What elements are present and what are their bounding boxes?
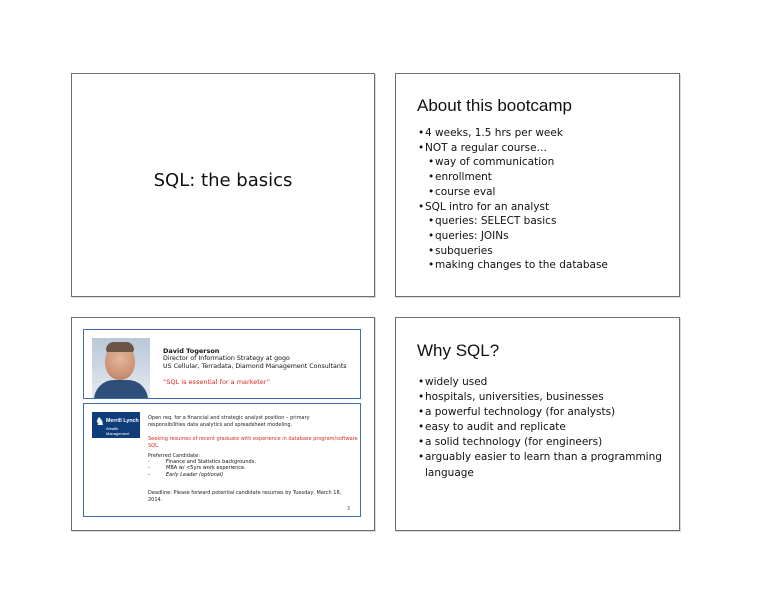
sub-bullet-item: • enrollment bbox=[428, 170, 671, 185]
person-orgs: US Cellular, Terradata, Diamond Management Consultants bbox=[163, 363, 347, 370]
person-quote: “SQL is essential for a marketer” bbox=[163, 378, 271, 386]
bullet-item: • widely used bbox=[418, 375, 671, 390]
bullet-item: • easy to audit and replicate bbox=[418, 420, 671, 435]
sub-bullet-item: • queries: JOINs bbox=[428, 229, 671, 244]
job-seeking: Seeking resumes of recent graduate with experience in database program/software SQL. bbox=[148, 436, 358, 449]
bullet-item: • NOT a regular course… bbox=[418, 141, 671, 156]
bull-icon: ♞ bbox=[95, 416, 105, 428]
bullet-item: • a powerful technology (for analysts) bbox=[418, 405, 671, 420]
sub-bullet-item: • making changes to the database bbox=[428, 258, 671, 273]
company-logo bbox=[92, 412, 140, 438]
logo-line2: Wealth Management bbox=[106, 426, 130, 436]
preferred-item: - MBA w/ <5yrs work experience. bbox=[148, 465, 256, 471]
logo-line1: Merrill Lynch bbox=[106, 418, 139, 424]
bullet-item: • SQL intro for an analyst bbox=[418, 200, 671, 215]
preferred-item: - Early Leader (optional) bbox=[148, 472, 256, 478]
slide-heading: SQL: the basics bbox=[153, 170, 293, 191]
slide-heading: About this bootcamp bbox=[417, 96, 572, 115]
bullet-item: • 4 weeks, 1.5 hrs per week bbox=[418, 126, 671, 141]
bullet-item: • hospitals, universities, businesses bbox=[418, 390, 671, 405]
person-photo bbox=[92, 338, 150, 398]
slide-heading: Why SQL? bbox=[417, 341, 500, 360]
slide-about-bootcamp bbox=[395, 73, 680, 297]
job-description: Open req. for a financial and strategic analyst position – primary responsibilities data analytics and spreadsheet modeling. bbox=[148, 415, 310, 428]
sub-bullet-item: • queries: SELECT basics bbox=[428, 214, 671, 229]
bullet-item: • arguably easier to learn than a programming language bbox=[418, 450, 671, 480]
slide-sql-examples bbox=[71, 317, 375, 531]
bullet-list bbox=[418, 375, 671, 481]
person-name: David Togerson bbox=[163, 347, 220, 355]
preferred-item: - Finance and Statistics backgrounds. bbox=[148, 459, 256, 465]
page-number: 3 bbox=[346, 506, 350, 512]
person-card bbox=[83, 329, 361, 399]
job-posting-card bbox=[83, 403, 361, 517]
bullet-item: • a solid technology (for engineers) bbox=[418, 435, 671, 450]
sub-bullet-item: • course eval bbox=[428, 185, 671, 200]
job-deadline: Deadline: Please forward potential candidate resumes by Tuesday, March 18, 2014. bbox=[148, 490, 342, 503]
bullet-list bbox=[418, 126, 671, 273]
slide-why-sql bbox=[395, 317, 680, 531]
preferred-list bbox=[148, 459, 256, 478]
sub-bullet-item: • way of communication bbox=[428, 155, 671, 170]
slide-title bbox=[71, 73, 375, 297]
sub-bullet-item: • subqueries bbox=[428, 244, 671, 259]
preferred-label: Preferred Candidate: bbox=[148, 453, 200, 459]
person-role: Director of Information Strategy at gogo bbox=[163, 355, 290, 362]
